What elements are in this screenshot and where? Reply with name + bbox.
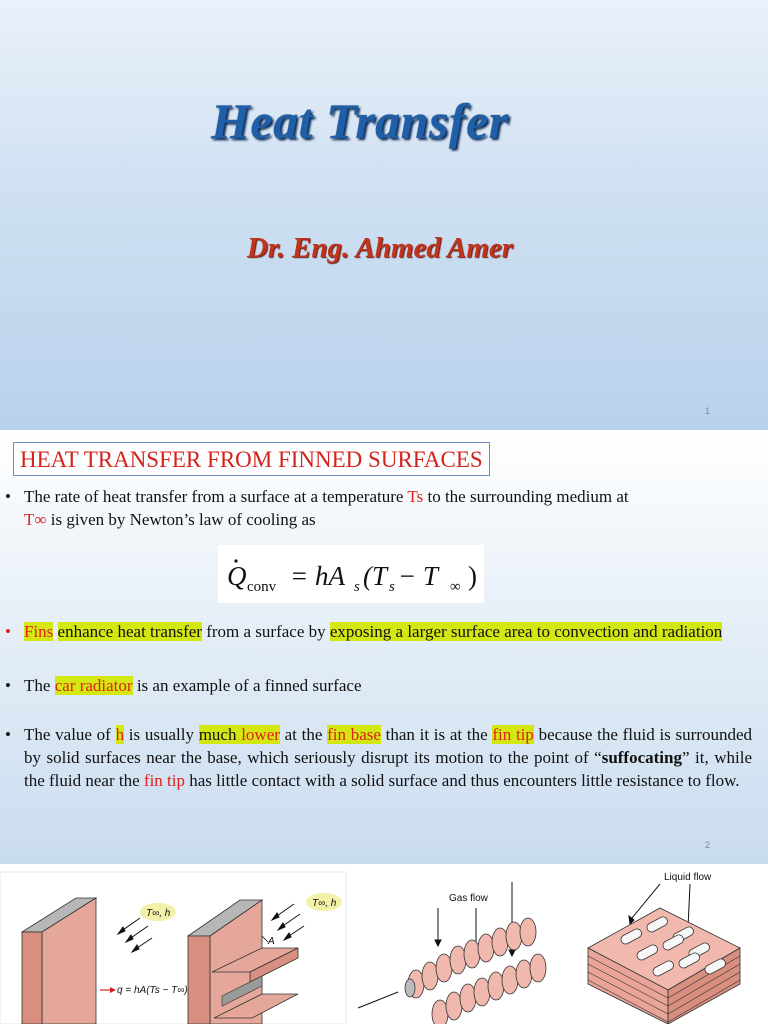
bullet-dot: • — [5, 676, 11, 695]
bullet-dot: • — [5, 725, 11, 744]
eq-rhs-c: − T — [398, 561, 438, 591]
slide-heading: HEAT TRANSFER FROM FINNED SURFACES — [13, 442, 490, 476]
title-slide — [0, 0, 768, 430]
slide-author: Dr. Eng. Ahmed Amer — [246, 232, 514, 264]
bullet-dot: • — [5, 487, 11, 506]
eq-rhs-a: = hA — [290, 561, 345, 591]
eq-rhs-d: ) — [468, 561, 477, 591]
plate-fin-stack — [588, 908, 740, 1024]
slide-title: Heat Transfer — [211, 93, 509, 149]
eq-sub-s2: s — [389, 579, 395, 595]
eq-lhs-sub: conv — [247, 579, 277, 595]
newton-cooling-equation — [218, 545, 484, 603]
label-area-A: A — [268, 936, 275, 947]
finned-tube-bank — [408, 918, 546, 1024]
eq-sub-inf: ∞ — [450, 579, 461, 595]
label-q: q = hA(Ts − T∞) — [117, 985, 188, 996]
bullet-newton-law: • The rate of heat transfer from a surface at a temperature Ts to the surrounding medium at T∞ is given by Newton’s law of cooling as — [5, 487, 629, 529]
eq-lhs: Q — [227, 561, 247, 591]
page-number: 2 — [704, 840, 710, 850]
tube-end — [405, 979, 415, 997]
bullet-fins: • Fins enhance heat transfer from a surface by exposing a larger surface area to convection and radiation — [5, 622, 723, 641]
figures-slide — [0, 868, 768, 1024]
eq-rhs-b: (T — [363, 561, 388, 591]
bullet-car-radiator: • The car radiator is an example of a finned surface — [5, 676, 362, 695]
label-tinf-h-2: T∞, h — [312, 898, 337, 909]
eq-sub-s: s — [354, 579, 360, 595]
tube-flow-arrow — [358, 992, 398, 1008]
bullet-h-value: • The value of h is usually much lower at the fin base than it is at the fin tip because the fluid is surrounded by solid surfaces near the base, which seriously disrupt its motion to the point of “suffocating” it, while the fluid near the fin tip has little contact with a solid surface and thus encounters little resistance to flow. — [5, 725, 753, 790]
label-liquid-flow: Liquid flow — [664, 872, 712, 883]
content-slide — [0, 434, 768, 864]
page-number: 1 — [704, 406, 710, 416]
bullet-dot: • — [5, 622, 11, 641]
label-gas-flow: Gas flow — [449, 893, 488, 904]
label-tinf-h-1: T∞, h — [146, 908, 171, 919]
